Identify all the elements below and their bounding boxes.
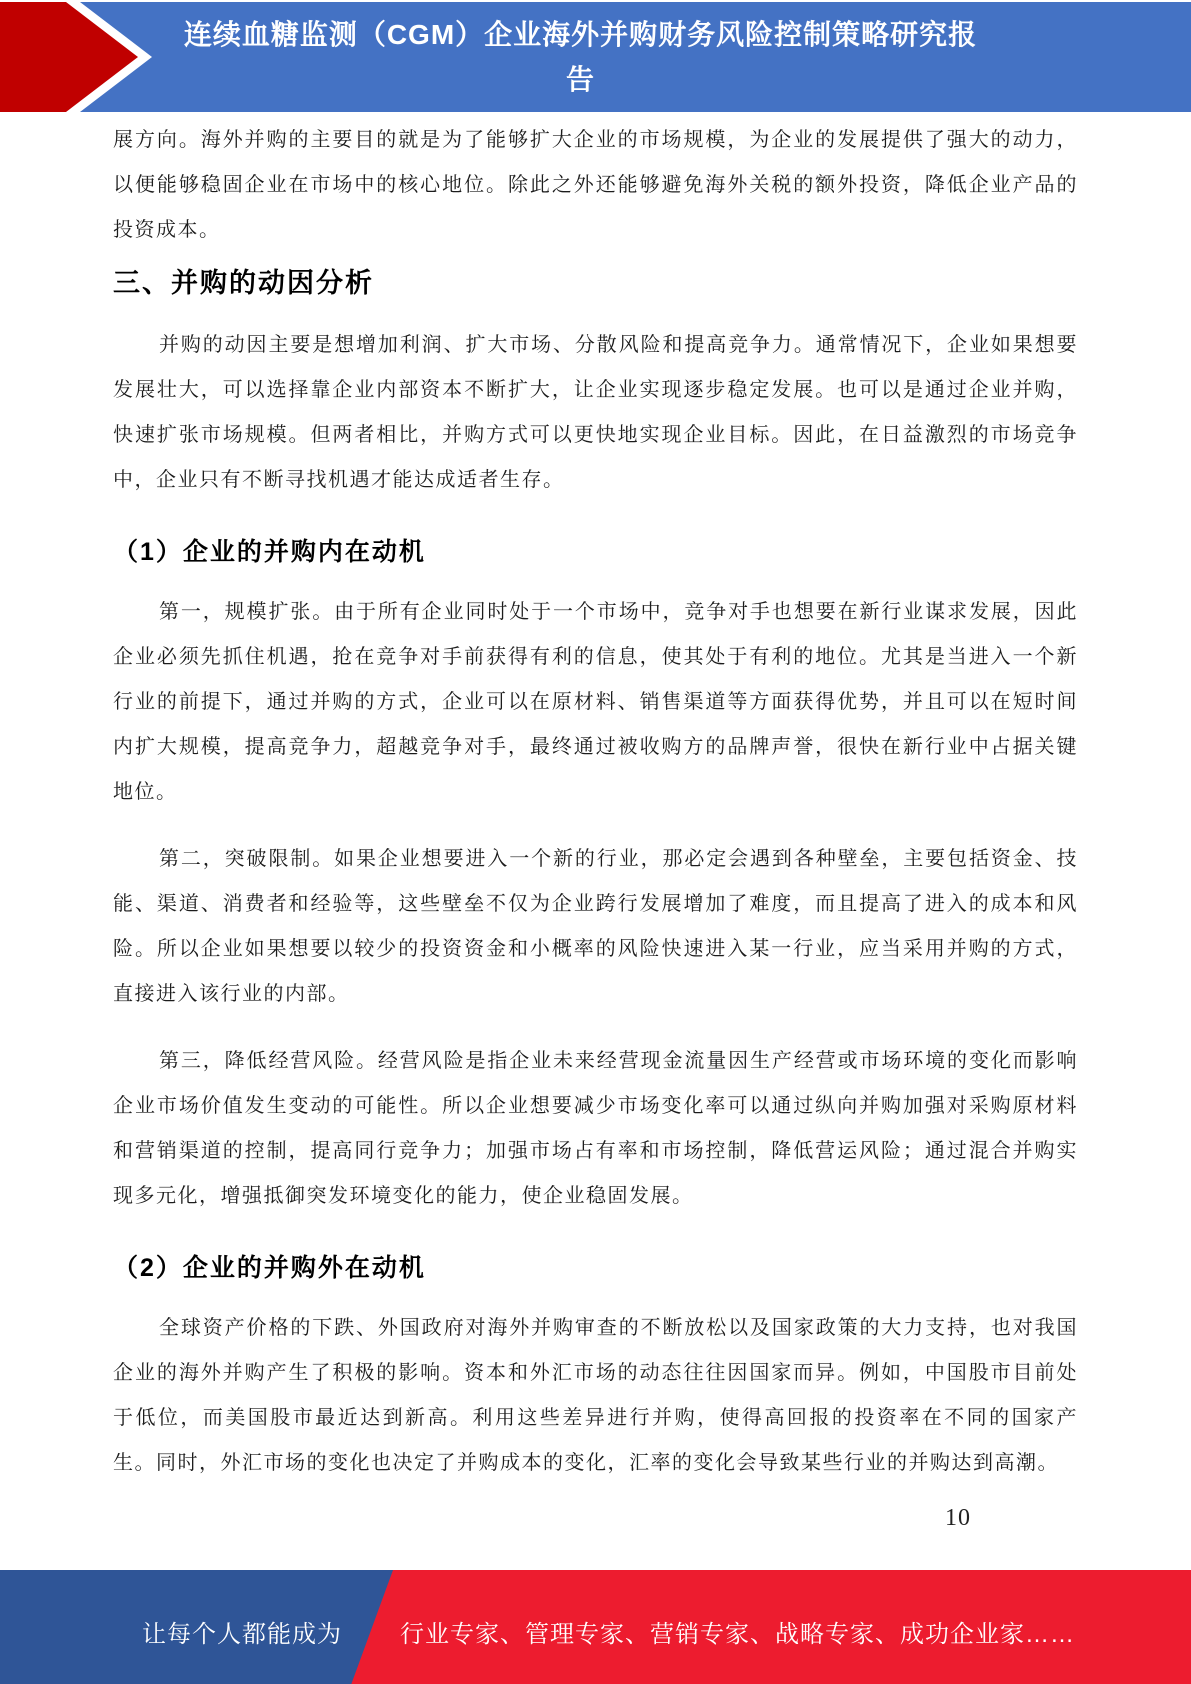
report-title xyxy=(170,2,991,112)
footer-slogan-right: 行业专家、管理专家、营销专家、战略专家、成功企业家…… xyxy=(400,1621,1075,1648)
report-title-line-2: 告 xyxy=(565,64,595,95)
footer-slogan-left: 让每个人都能成为 xyxy=(142,1621,342,1648)
paragraph-section-intro: 并购的动因主要是想增加利润、扩大市场、分散风险和提高竞争力。通常情况下，企业如果想要发展壮大，可以选择靠企业内部资本不断扩大，让企业实现逐步稳定发展。也可以是通过企业并购，快速扩张市场规模。但两者相比，并购方式可以更快地实现企业目标。因此，在日益激烈的市场竞争中，企业只有不断寻找机遇才能达成适者生存。 xyxy=(113,333,1078,491)
subsection-heading-internal-motivation: （1）企业的并购内在动机 xyxy=(113,537,426,566)
report-title-line-1: 连续血糖监测（CGM）企业海外并购财务风险控制策略研究报 xyxy=(183,19,978,50)
footer-banner xyxy=(0,1570,1191,1684)
paragraph-intro-continuation: 展方向。海外并购的主要目的就是为了能够扩大企业的市场规模，为企业的发展提供了强大的动力，以便能够稳固企业在市场中的核心地位。除此之外还能够避免海外关税的额外投资，降低企业产品的投资成本。 xyxy=(113,129,1078,241)
page-number: 10 xyxy=(945,1505,971,1531)
paragraph-internal-3: 第三，降低经营风险。经营风险是指企业未来经营现金流量因生产经营或市场环境的变化而影响企业市场价值发生变动的可能性。所以企业想要减少市场变化率可以通过纵向并购加强对采购原材料和营销渠道的控制，提高同行竞争力；加强市场占有率和市场控制，降低营运风险；通过混合并购实现多元化，增强抵御突发环境变化的能力，使企业稳固发展。 xyxy=(113,1050,1078,1207)
subsection-heading-external-motivation: （2）企业的并购外在动机 xyxy=(113,1254,426,1282)
red-chevron-arrow-icon xyxy=(0,2,160,112)
paragraph-internal-1: 第一，规模扩张。由于所有企业同时处于一个市场中，竞争对手也想要在新行业谋求发展，因此企业必须先抓住机遇，抢在竞争对手前获得有利的信息，使其处于有利的地位。尤其是当进入一个新行业的前提下，通过并购的方式，企业可以在原材料、销售渠道等方面获得优势，并且可以在短时间内扩大规模，提高竞争力，超越竞争对手，最终通过被收购方的品牌声誉，很快在新行业中占据关键地位。 xyxy=(113,601,1078,803)
header-banner xyxy=(0,2,1191,112)
paragraph-internal-2: 第二，突破限制。如果企业想要进入一个新的行业，那必定会遇到各种壁垒，主要包括资金、技能、渠道、消费者和经验等，这些壁垒不仅为企业跨行发展增加了难度，而且提高了进入的成本和风险。所以企业如果想要以较少的投资资金和小概率的风险快速进入某一行业，应当采用并购的方式，直接进入该行业的内部。 xyxy=(113,848,1078,1005)
paragraph-external-1: 全球资产价格的下跌、外国政府对海外并购审查的不断放松以及国家政策的大力支持，也对我国企业的海外并购产生了积极的影响。资本和外汇市场的动态往往因国家而异。例如，中国股市目前处于低位，而美国股市最近达到新高。利用这些差异进行并购，使得高回报的投资率在不同的国家产生。同时，外汇市场的变化也决定了并购成本的变化，汇率的变化会导致某些行业的并购达到高潮。 xyxy=(113,1317,1078,1475)
document-body xyxy=(113,118,1078,1486)
section-heading-motivation-analysis: 三、并购的动因分析 xyxy=(113,268,374,298)
